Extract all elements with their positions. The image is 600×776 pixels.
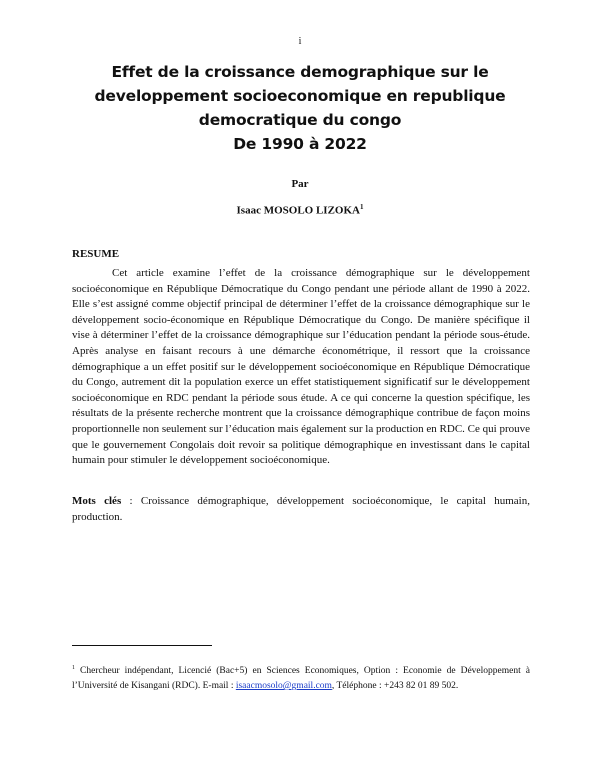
footnote [72,661,530,694]
keywords [72,494,530,525]
footnote-text-end: , Téléphone : +243 82 01 89 502. [331,681,459,692]
footnote-text: Chercheur indépendant, Licencié (Bac+5) en Sciences Economiques, Option : Economie de Développement à l’Université de Kisangani (RDC). E-mail : [72,666,530,692]
footnote-divider [72,645,212,646]
title-line: developpement socioeconomique en republique [94,87,506,105]
footnote-marker: 1 [72,665,75,671]
title-line: democratique du congo [198,111,402,129]
keywords-text: Croissance démographique, développement socioéconomique, le capital humain, production. [72,495,530,523]
author [0,203,600,217]
keywords-separator: : [121,495,141,507]
author-footnote-marker: 1 [359,203,364,211]
abstract-text: Cet article examine l’effet de la croissance démographique sur le développement socioéconomique en République Démocratique du Congo pendant une période allant de 1990 à 2022. Elle s’est assigné comme objectif principal de déterminer l’effet de la croissance démographique sur le développement socio-économique en République Démocratique du Congo. De manière spécifique il vise à déterminer l’effet de la croissance démographique sur l’éducation pendant la période sous-étude. Après analyse en faisant recours à une démarche économétrique, il ressort que la croissance démographique a un effet positif sur le développement socioéconomique en République Démocratique du Congo, autrement dit la population exerce un effet statistiquement significatif sur le développement socioéconomique en RDC pendant la période sous étude. A ce qui concerne la question spécifique, les résultats de la présente recherche montrent que la croissance démographique contribue de façon moins proportionnelle non seulement sur l’éducation mais également sur la production en RDC. Ce qui prouve que le gouvernement Congolais doit revoir sa politique démographique en investissant dans le capital humain pour stimuler le développement socioéconomique. [72,267,530,467]
email-link[interactable]: isaacmosolo@gmail.com [235,681,332,692]
title-line: Effet de la croissance demographique sur le [111,63,489,81]
paper-title [60,60,540,156]
abstract-heading: RESUME [72,248,120,260]
byline: Par [291,178,309,190]
keywords-label: Mots clés [72,495,122,507]
title-line: De 1990 à 2022 [233,135,367,153]
author-name: Isaac MOSOLO LIZOKA [236,204,360,217]
page-number: i [298,36,302,47]
